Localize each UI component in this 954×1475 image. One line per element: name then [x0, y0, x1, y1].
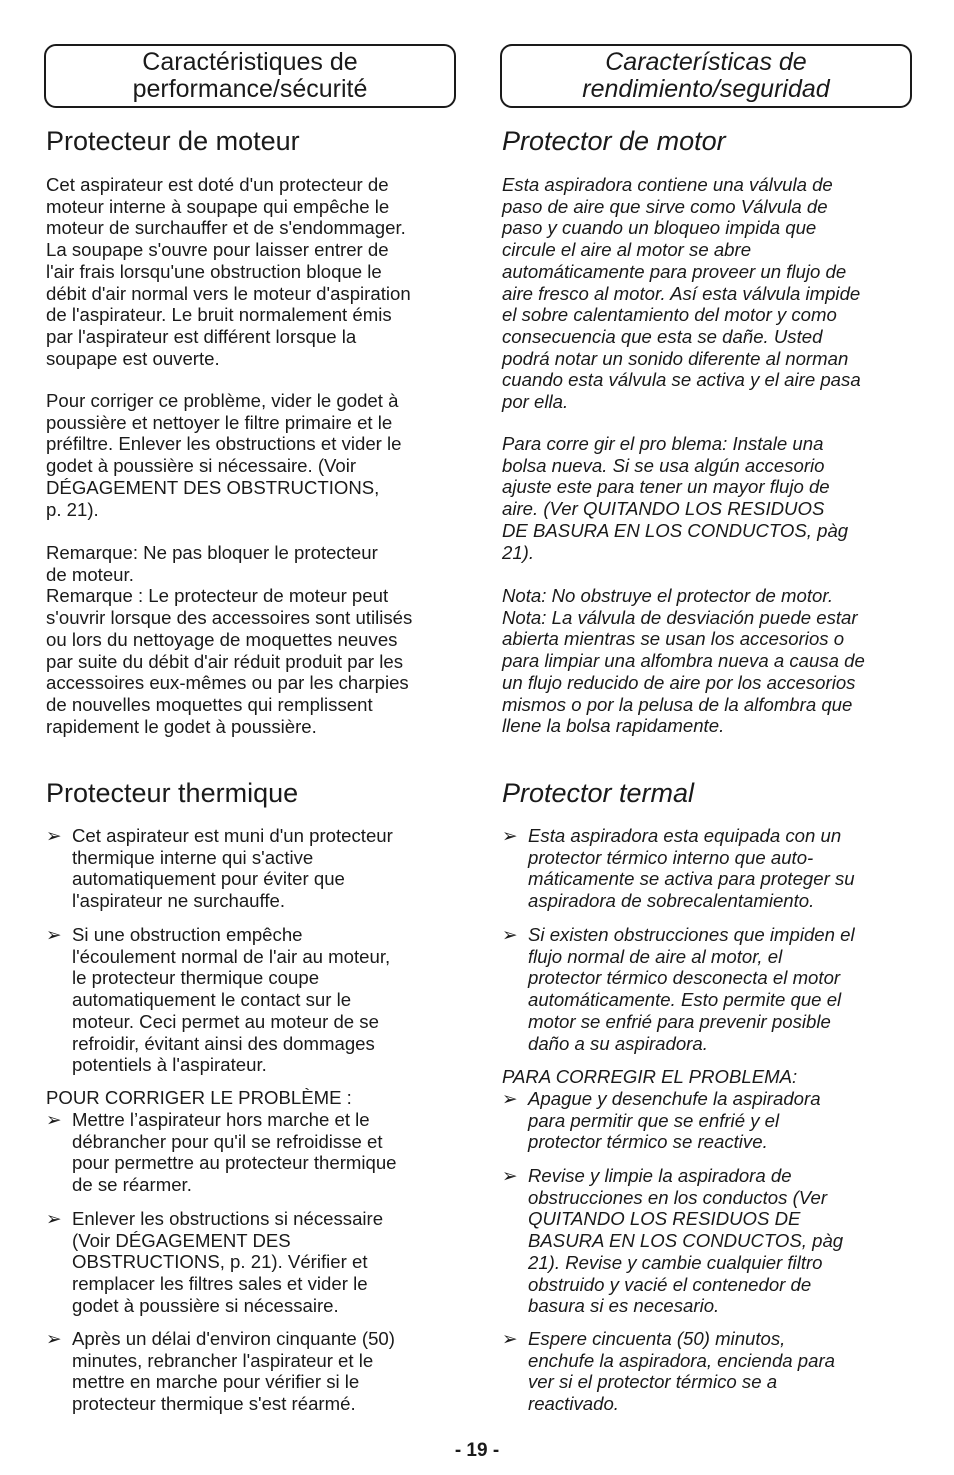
arrow-bullet-icon: ➢ — [502, 1328, 518, 1349]
arrow-bullet-icon: ➢ — [46, 924, 62, 945]
spanish-thermal-bullet-1-text: Esta aspiradora esta equipada con un protector térmico interno que auto- máticamente se activa para proteger su aspiradora de sobrecalentamiento. — [528, 825, 855, 912]
spanish-motor-protector-title: Protector de motor — [502, 126, 726, 156]
french-thermal-bullet-5-text: Après un délai d'environ cinquante (50) minutes, rebrancher l'aspirateur et le mettre en marche pour vérifier si le protecteur thermique s'est réarmé. — [72, 1328, 395, 1415]
spanish-thermal-bullet-3-text: Apague y desenchufe la aspiradora para permitir que se enfrié y el protector térmico se reactive. — [528, 1088, 821, 1153]
arrow-bullet-icon: ➢ — [46, 1208, 62, 1229]
arrow-bullet-icon: ➢ — [502, 1088, 518, 1109]
french-column — [44, 44, 456, 1415]
french-thermal-protector-title: Protecteur thermique — [46, 778, 299, 808]
french-thermal-bullet-2-text: Si une obstruction empêche l'écoulement normal de l'air au moteur, le protecteur thermique coupe automatiquement le contact sur le moteur. Ceci permet au moteur de se refroidir, évitant ainsi des dommages potentiels à l'aspirateur. — [72, 924, 391, 1076]
french-section-header — [44, 44, 456, 108]
french-thermal-bullet-3 — [46, 1109, 458, 1196]
french-motor-note: Remarque: Ne pas bloquer le protecteur de moteur. Remarque : Le protecteur de moteur peut s'ouvrir lorsque des accessoires sont utilisés ou lors du nettoyage de moquettes neuves par suite du débit d'air réduit produit par les accessoires eux-mêmes ou par les charpies de nouvelles moquettes qui remplissent rapidement le godet à poussière. — [46, 542, 413, 737]
spanish-section-header-text: Características de rendimiento/seguridad — [582, 48, 830, 103]
french-fix-label: POUR CORRIGER LE PROBLÈME : — [46, 1087, 352, 1108]
spanish-column — [500, 44, 912, 1415]
french-thermal-bullet-5 — [46, 1328, 458, 1415]
spanish-thermal-bullet-5-text: Espere cincuenta (50) minutos, enchufe la aspiradora, encienda para ver si el protector térmico se a reactivado. — [528, 1328, 836, 1415]
spanish-motor-note: Nota: No obstruye el protector de motor. Nota: La válvula de desviación puede estar abierta mientras se usan los accesorios o para limpiar una alfombra nueva a causa de un flujo reducido de aire por los accesorios mismos o por la pelusa de la alfombra que llene la bolsa rapidamente. — [502, 585, 865, 737]
spanish-fix-label: PARA CORREGIR EL PROBLEMA: — [502, 1066, 798, 1087]
spanish-thermal-bullet-2 — [502, 924, 914, 1054]
spanish-thermal-protector-title: Protector termal — [502, 778, 695, 808]
arrow-bullet-icon: ➢ — [502, 1165, 518, 1186]
spanish-thermal-bullet-4-text: Revise y limpie la aspiradora de obstrucciones en los conductos (Ver QUITANDO LOS RESIDUOS DE BASURA EN LOS CONDUCTOS, pàg 21). Revise y cambie cualquier filtro obstruido y vacié el contenedor de basura si es necesario. — [528, 1165, 844, 1317]
french-motor-paragraph-2: Pour corriger ce problème, vider le godet à poussière et nettoyer le filtre primaire et le préfiltre. Enlever les obstructions et vider le godet à poussière si nécessaire. (Voir DÉGAGEMENT DES OBSTRUCTIONS, p. 21). — [46, 390, 402, 520]
arrow-bullet-icon: ➢ — [46, 825, 62, 846]
arrow-bullet-icon: ➢ — [502, 825, 518, 846]
page-number: - 19 - — [454, 1440, 500, 1461]
spanish-thermal-bullet-2-text: Si existen obstrucciones que impiden el flujo normal de aire al motor, el protector térmico desconecta el motor automáticamente. Esto permite que el motor se enfrié para prevenir posible daño a su aspiradora. — [528, 924, 855, 1054]
arrow-bullet-icon: ➢ — [46, 1109, 62, 1130]
spanish-thermal-bullet-1 — [502, 825, 914, 912]
french-thermal-bullet-2 — [46, 924, 458, 1076]
spanish-motor-paragraph-1: Esta aspiradora contiene una válvula de paso de aire que sirve como Válvula de paso y cuando un bloqueo impida que circule el aire al motor se abre automáticamente para proveer un flujo de aire fresco al motor. Así esta válvula impide el sobre calentamiento del motor y como consecuencia que esta se dañe. Usted podrá notar un sonido diferente al norman cuando esta válvula se activa y el aire pasa por ella. — [502, 174, 861, 413]
french-motor-protector-title: Protecteur de moteur — [46, 126, 300, 156]
spanish-thermal-bullet-3 — [502, 1088, 914, 1153]
spanish-thermal-bullet-4 — [502, 1165, 914, 1317]
french-thermal-bullet-3-text: Mettre l’aspirateur hors marche et le débrancher pour qu'il se refroidisse et pour permettre au protecteur thermique de se réarmer. — [72, 1109, 397, 1196]
spanish-motor-paragraph-2: Para corre gir el pro blema: Instale una bolsa nueva. Si se usa algún accesorio ajuste este para tener un mayor flujo de aire. (Ver QUITANDO LOS RESIDUOS DE BASURA EN LOS CONDUCTOS, pàg 21). — [502, 433, 849, 563]
spanish-thermal-bullet-5 — [502, 1328, 914, 1415]
arrow-bullet-icon: ➢ — [502, 924, 518, 945]
spanish-section-header — [500, 44, 912, 108]
french-thermal-bullet-4-text: Enlever les obstructions si nécessaire (Voir DÉGAGEMENT DES OBSTRUCTIONS, p. 21). Vérifier et remplacer les filtres sales et vider le godet à poussière si nécessaire. — [72, 1208, 384, 1316]
french-section-header-text: Caractéristiques de performance/sécurité — [132, 48, 368, 103]
arrow-bullet-icon: ➢ — [46, 1328, 62, 1349]
french-thermal-bullet-4 — [46, 1208, 458, 1317]
french-thermal-bullet-1 — [46, 825, 458, 912]
french-motor-paragraph-1: Cet aspirateur est doté d'un protecteur de moteur interne à soupape qui empêche le moteur de surchauffer et de s'endommager. La soupape s'ouvre pour laisser entrer de l'air frais lorsqu'une obstruction bloque le débit d'air normal vers le moteur d'aspiration de l'aspirateur. Le bruit normalement émis par l'aspirateur est différent lorsque la soupape est ouverte. — [46, 174, 411, 369]
french-thermal-bullet-1-text: Cet aspirateur est muni d'un protecteur thermique interne qui s'active automatiquement pour éviter que l'aspirateur ne surchauffe. — [72, 825, 393, 912]
